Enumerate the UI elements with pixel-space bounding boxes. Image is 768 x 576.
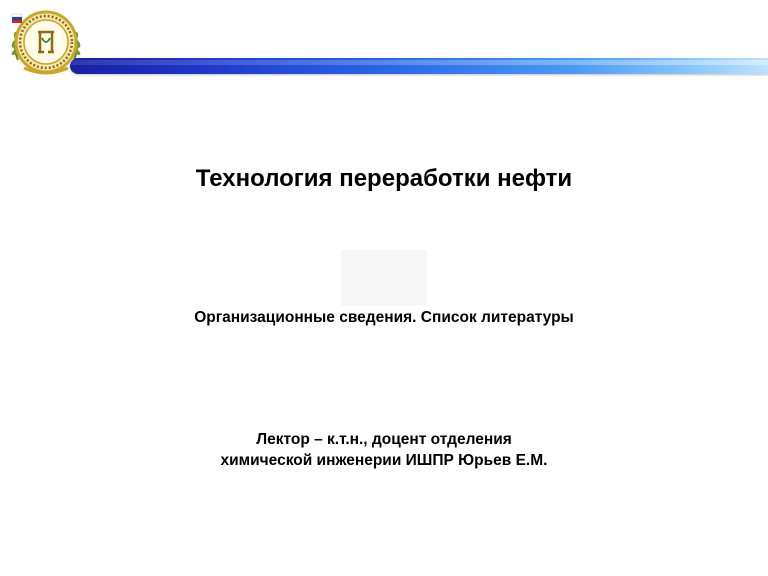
lecturer-info bbox=[0, 429, 768, 471]
slide-title: Технология переработки нефти bbox=[195, 165, 573, 192]
header-bar bbox=[70, 58, 768, 74]
lecturer-line-1: Лектор – к.т.н., доцент отделения bbox=[256, 431, 512, 448]
lecturer-line-2: химической инженерии ИШПР Юрьев Е.М. bbox=[220, 452, 548, 469]
slide-subtitle: Организационные сведения. Список литературы bbox=[194, 309, 574, 326]
placeholder-box bbox=[341, 250, 427, 306]
